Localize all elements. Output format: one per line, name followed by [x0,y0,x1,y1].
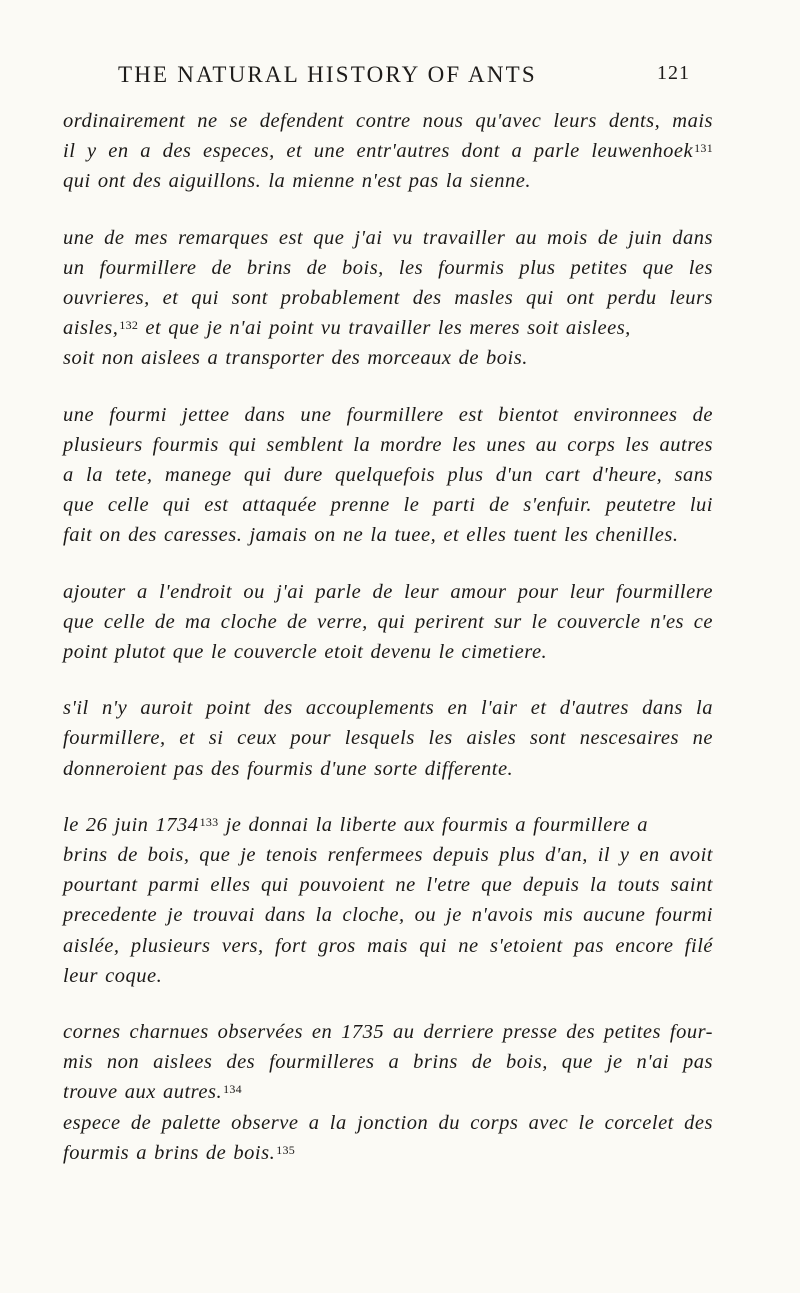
text-line: plusieurs fourmis qui semblent la mordre les unes au corps les autres [63,433,713,456]
paragraph-6 [63,810,713,991]
body-text [63,106,713,1168]
text-line: pourtant parmi elles qui pouvoient ne l'etre que depuis la touts saint [63,874,713,897]
text-line: s'il n'y auroit point des accouplements en l'air et d'autres dans la [63,697,713,720]
text-line: precedente je trouvai dans la cloche, ou je n'avois mis aucune fourmi [63,904,713,927]
text-line: un fourmillere de brins de bois, les fourmis plus petites que les [63,256,713,279]
text-run: et que je n'ai point vu travailler les meres soit aislees, [138,317,631,340]
text-run: trouve aux autres. [63,1081,223,1104]
text-line: une de mes remarques est que j'ai vu travailler au mois de juin dans [63,226,713,249]
paragraph-3 [63,400,713,551]
text-line: cornes charnues observées en 1735 au derriere presse des petites four- [63,1021,713,1044]
running-title: THE NATURAL HISTORY OF ANTS [118,62,537,87]
text-line: mis non aislees des fourmilleres a brins de bois, que je n'ai pas [63,1051,713,1074]
running-head [118,62,690,92]
text-run: il y en a des especes, et une entr'autres dont a parle leuwenhoek [63,140,694,163]
paragraph-1 [63,106,713,197]
text-line: fourmillere, et si ceux pour lesquels les aisles sont nescesaires ne [63,727,713,750]
text-line: ordinairement ne se defendent contre nous qu'avec leurs dents, mais [63,110,713,132]
footnote-marker: 132 [119,318,139,333]
paragraph-8 [63,1108,713,1168]
text-line: une fourmi jettee dans une fourmillere est bientot environnees de [63,403,713,426]
text-line: a la tete, manege qui dure quelquefois plus d'un cart d'heure, sans [63,464,713,487]
text-run: le 26 juin 1734 [63,813,199,836]
text-line [63,810,713,840]
text-line: qui ont des aiguillons. la mienne n'est pas la sienne. [63,170,531,193]
paragraph-4 [63,577,713,668]
text-line [63,1077,713,1107]
footnote-marker: 134 [223,1082,242,1097]
text-line: ajouter a l'endroit ou j'ai parle de leur amour pour leur fourmillere [63,580,713,603]
text-run: je donnai la liberte aux fourmis a fourmillere a [218,813,649,836]
text-line: brins de bois, que je tenois renfermees depuis plus d'an, il y en avoit [63,844,713,867]
footnote-marker: 133 [199,814,219,829]
footnote-marker: 135 [276,1142,296,1157]
text-line [63,1138,713,1168]
text-line: que celle qui est attaquée prenne le parti de s'enfuir. peutetre lui [63,494,713,517]
text-line [63,313,713,343]
paragraph-7 [63,1017,713,1108]
text-run: fourmis a brins de bois. [63,1141,276,1164]
paragraph-2 [63,223,713,374]
page-number: 121 [657,62,690,84]
text-line: point plutot que le couvercle etoit devenu le cimetiere. [63,641,548,664]
text-line: donneroient pas des fourmis d'une sorte differente. [63,757,514,780]
text-line: ouvrieres, et qui sont probablement des masles qui ont perdu leurs [63,287,713,310]
text-line: que celle de ma cloche de verre, qui perirent sur le couvercle n'es ce [63,610,713,633]
text-line: espece de palette observe a la jonction du corps avec le corcelet des [63,1111,713,1134]
text-line: aislée, plusieurs vers, fort gros mais qui ne s'etoient pas encore filé [63,934,713,957]
text-line: leur coque. [63,964,163,987]
text-run: aisles, [63,317,119,340]
text-line: fait on des caresses. jamais on ne la tuee, et elles tuent les chenilles. [63,524,679,547]
text-line [63,136,713,166]
paragraph-5 [63,693,713,784]
footnote-marker: 131 [694,141,713,156]
text-line: soit non aislees a transporter des morceaux de bois. [63,347,528,370]
